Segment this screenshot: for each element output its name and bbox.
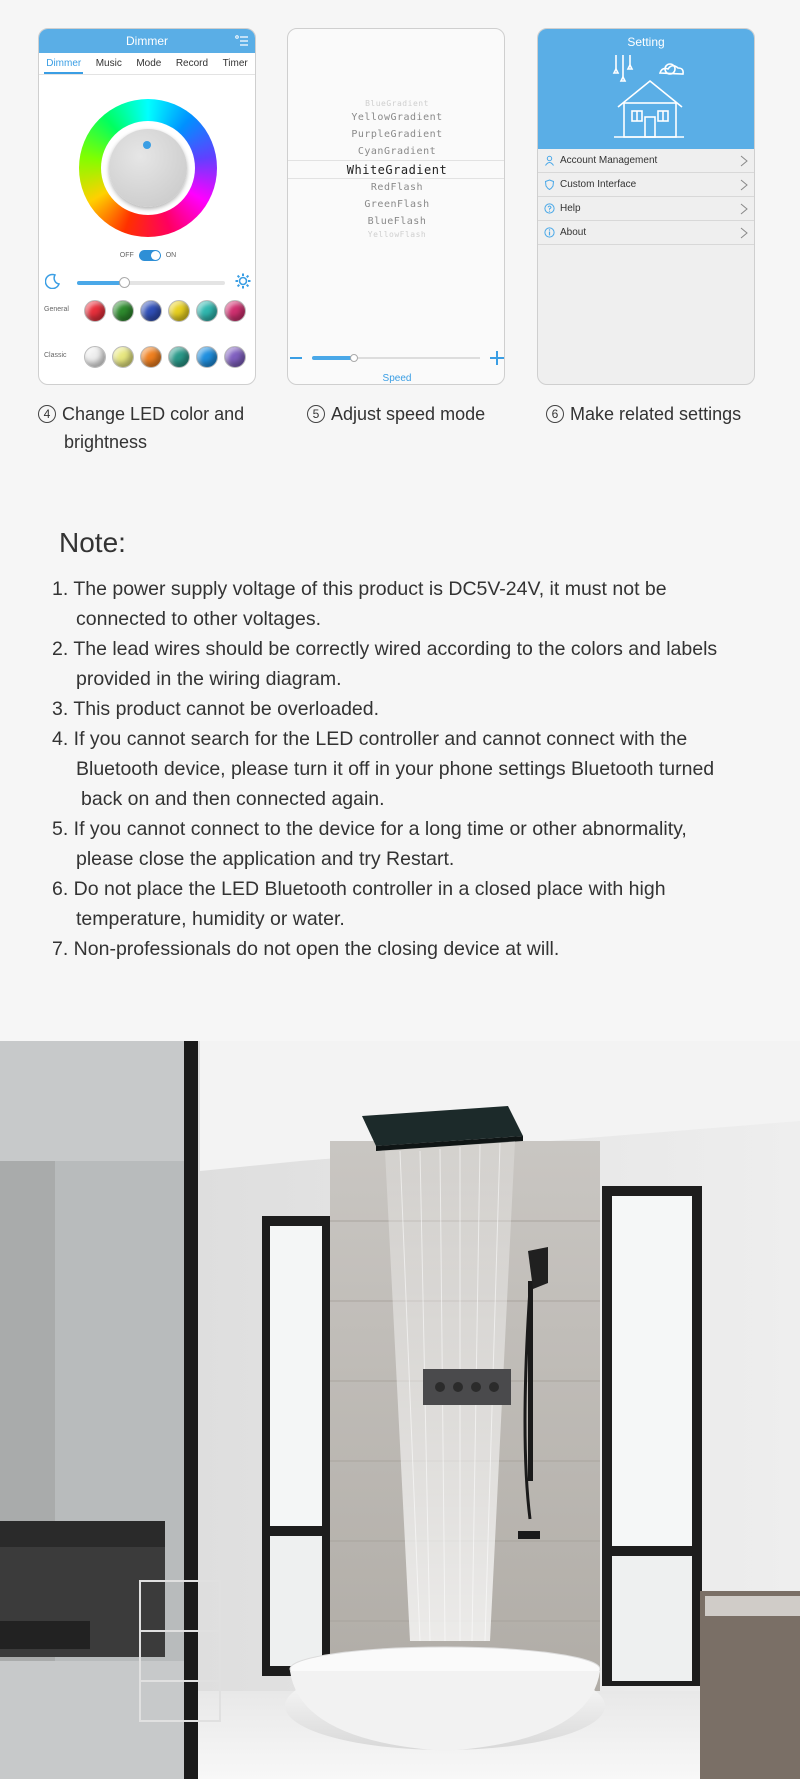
step-number-badge: 4: [38, 405, 56, 423]
note-item: [52, 814, 752, 874]
caption-settings: [546, 400, 741, 428]
step-number-badge: 6: [546, 405, 564, 423]
tab-dimmer[interactable]: Dimmer: [44, 53, 83, 74]
classic-colors-row: [44, 345, 254, 369]
moon-icon: [45, 273, 61, 289]
note-list: [52, 574, 752, 964]
note-item-continuation: back on and then connected again.: [81, 788, 385, 810]
note-item: [52, 694, 752, 724]
chevron-right-icon: [740, 155, 748, 167]
mode-screen: [287, 28, 505, 385]
setting-item-label: Custom Interface: [560, 179, 637, 190]
chevron-right-icon: [740, 227, 748, 239]
mode-item[interactable]: YellowFlash: [367, 230, 427, 239]
smart-house-icon: [610, 55, 686, 139]
note-item-text: 1. The power supply voltage of this product is DC5V-24V, it must not be: [52, 578, 667, 600]
note-item: [52, 874, 752, 934]
switch-on-label: ON: [165, 252, 177, 259]
speed-slider-fill: [312, 356, 354, 360]
tab-music[interactable]: Music: [95, 58, 122, 69]
color-indicator-dot: [143, 141, 151, 149]
note-item-continuation: Bluetooth device, please turn it off in your phone settings Bluetooth turned: [76, 758, 715, 780]
mode-item[interactable]: GreenFlash: [364, 199, 430, 210]
note-item-text: 7. Non-professionals do not open the closing device at will.: [52, 938, 560, 960]
note-item-continuation: provided in the wiring diagram.: [76, 668, 342, 690]
caption-text: Make related settings: [570, 404, 742, 424]
note-item-text: 3. This product cannot be overloaded.: [52, 698, 380, 720]
speed-row: [288, 351, 505, 365]
color-swatch[interactable]: [196, 300, 218, 322]
speed-slider-handle[interactable]: [350, 354, 358, 362]
dimmer-title: Dimmer: [126, 34, 168, 48]
setting-item-label: Help: [560, 203, 581, 214]
caption-adjust-speed: [307, 400, 485, 428]
mode-item[interactable]: CyanGradient: [357, 146, 437, 157]
setting-item-custom-interface[interactable]: [538, 173, 754, 197]
setting-item-help[interactable]: [538, 197, 754, 221]
dimmer-screen: [38, 28, 256, 385]
classic-label: Classic: [44, 352, 67, 359]
note-item-continuation: temperature, humidity or water.: [76, 908, 345, 930]
caption-change-led: [38, 400, 278, 456]
color-wheel-center: [101, 121, 195, 215]
switch-off-label: OFF: [119, 252, 134, 259]
note-item: [52, 724, 752, 814]
general-colors-row: [44, 299, 254, 323]
note-item-continuation: please close the application and try Restart.: [76, 848, 455, 870]
note-item-continuation: connected to other voltages.: [76, 608, 321, 630]
brightness-slider-fill: [77, 281, 124, 285]
brightness-slider[interactable]: [77, 281, 225, 285]
note-item-text: 2. The lead wires should be correctly wired according to the colors and labels: [52, 638, 718, 660]
color-swatch[interactable]: [140, 346, 162, 368]
color-knob[interactable]: [109, 129, 187, 207]
note-item: [52, 634, 752, 694]
color-swatch[interactable]: [224, 346, 246, 368]
minus-icon[interactable]: [290, 351, 302, 365]
color-swatch[interactable]: [112, 346, 134, 368]
note-item-text: 6. Do not place the LED Bluetooth controller in a closed place with high: [52, 878, 666, 900]
note-item-text: 4. If you cannot search for the LED controller and cannot connect with the: [52, 728, 688, 750]
tab-record[interactable]: Record: [175, 58, 209, 69]
color-swatch[interactable]: [196, 346, 218, 368]
power-switch-row: [39, 250, 256, 261]
dimmer-tabs: [39, 53, 255, 75]
color-swatch[interactable]: [168, 300, 190, 322]
color-swatch[interactable]: [224, 300, 246, 322]
dimmer-header: [39, 29, 255, 53]
power-toggle[interactable]: [139, 250, 161, 261]
setting-header: [538, 29, 754, 149]
question-icon: [544, 203, 555, 214]
mode-item[interactable]: BlueGradient: [365, 99, 429, 108]
color-wheel[interactable]: [79, 99, 217, 237]
general-label: General: [44, 306, 69, 313]
setting-item-label: About: [560, 227, 587, 238]
chevron-right-icon: [740, 203, 748, 215]
caption-text: Adjust speed mode: [331, 404, 486, 424]
color-swatch[interactable]: [84, 346, 106, 368]
tab-timer[interactable]: Timer: [222, 58, 248, 69]
color-swatch[interactable]: [84, 300, 106, 322]
note-heading: Note:: [59, 527, 126, 558]
bathroom-photo: [0, 1041, 800, 1779]
mode-item[interactable]: RedFlash: [370, 182, 424, 193]
sun-gear-icon: [235, 273, 251, 289]
note-item: [52, 574, 752, 634]
color-swatch[interactable]: [112, 300, 134, 322]
person-icon: [544, 155, 555, 166]
note-item: [52, 934, 752, 964]
speed-slider[interactable]: [312, 357, 480, 359]
setting-item-account[interactable]: [538, 149, 754, 173]
setting-screen: [537, 28, 755, 385]
mode-item-selected[interactable]: WhiteGradient: [288, 160, 505, 179]
chevron-right-icon: [740, 179, 748, 191]
color-swatch[interactable]: [168, 346, 190, 368]
note-item-text: 5. If you cannot connect to the device for a long time or other abnormality,: [52, 818, 687, 840]
list-settings-icon[interactable]: [235, 34, 249, 48]
mode-item[interactable]: BlueFlash: [367, 216, 427, 227]
color-swatch[interactable]: [140, 300, 162, 322]
setting-item-label: Account Management: [560, 155, 658, 166]
info-icon: [544, 227, 555, 238]
caption-text-line2: brightness: [64, 432, 148, 452]
setting-item-about[interactable]: [538, 221, 754, 245]
brightness-slider-handle[interactable]: [119, 277, 130, 288]
shield-icon: [544, 179, 555, 190]
brightness-row: [45, 273, 251, 291]
setting-title: Setting: [627, 35, 665, 49]
mode-picker[interactable]: [288, 99, 505, 240]
mode-item[interactable]: PurpleGradient: [351, 129, 443, 140]
mode-item[interactable]: YellowGradient: [351, 112, 443, 123]
caption-text: Change LED color and: [62, 404, 245, 424]
speed-label: Speed: [382, 373, 412, 384]
step-number-badge: 5: [307, 405, 325, 423]
tab-mode[interactable]: Mode: [136, 58, 162, 69]
plus-icon[interactable]: [490, 351, 504, 365]
